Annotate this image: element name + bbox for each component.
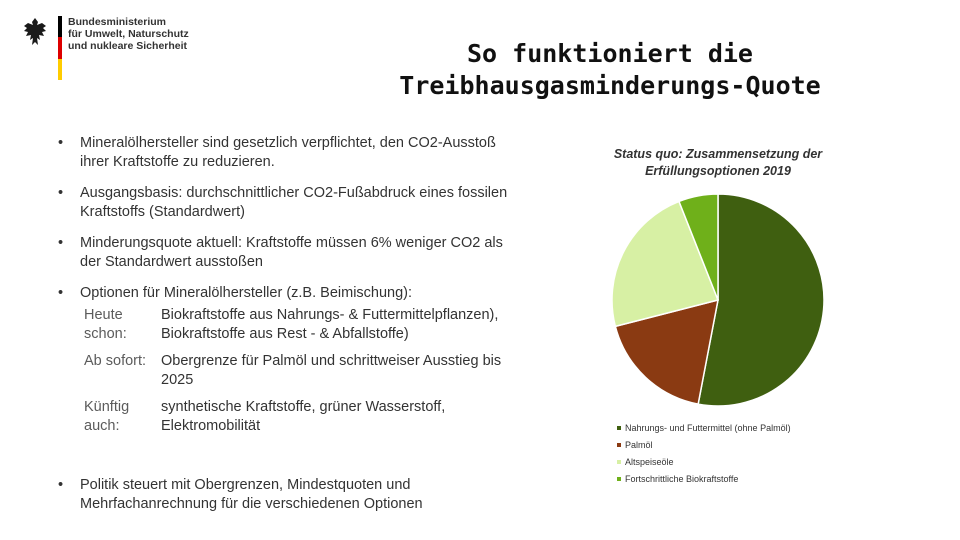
bullet-text: Minderungsquote aktuell: Kraftstoffe müssen 6% weniger CO2 als der Standardwert ausstoßen xyxy=(80,235,503,270)
bullet-dot: • xyxy=(58,185,64,201)
flag-bar xyxy=(58,16,62,80)
option-text: Obergrenze für Palmöl und schrittweiser Ausstieg bis 2025 xyxy=(161,353,502,388)
legend-swatch xyxy=(617,426,621,430)
options-table xyxy=(84,306,504,444)
ministry-name-line: für Umwelt, Naturschutz xyxy=(68,28,189,40)
bullet-text: Optionen für Mineralölhersteller (z.B. Beimischung): xyxy=(80,285,413,301)
bullet-text: Mineralölhersteller sind gesetzlich verpflichtet, den CO2-Ausstoß ihrer Kraftstoffe zu reduzieren. xyxy=(80,135,496,170)
ministry-logo xyxy=(22,14,212,86)
flag-stripe-black xyxy=(58,16,62,37)
bullet-item xyxy=(58,284,508,303)
legend-label: Palmöl xyxy=(625,440,653,450)
bullet-dot: • xyxy=(58,135,64,151)
bullet-dot: • xyxy=(58,235,64,251)
legend-label: Nahrungs- und Futtermittel (ohne Palmöl) xyxy=(625,423,791,433)
legend-item xyxy=(617,420,791,437)
legend-swatch xyxy=(617,443,621,447)
ministry-name-line: und nukleare Sicherheit xyxy=(68,40,188,52)
bullet-item xyxy=(58,184,508,222)
chart-title: Status quo: Zusammensetzung der Erfüllungsoptionen 2019 xyxy=(613,147,823,178)
option-row xyxy=(84,306,504,344)
option-label: Heute schon: xyxy=(84,307,127,342)
chart-legend xyxy=(617,420,791,488)
bullet-text: Politik steuert mit Obergrenzen, Mindestquoten und Mehrfachanrechnung für die verschiedenen Optionen xyxy=(80,477,423,512)
slide-title xyxy=(360,38,860,102)
bullet-item xyxy=(58,134,508,172)
legend-swatch xyxy=(617,477,621,481)
pie-chart xyxy=(600,186,840,416)
legend-item xyxy=(617,437,791,454)
bullet-item xyxy=(58,234,508,272)
legend-item xyxy=(617,471,791,488)
flag-stripe-red xyxy=(58,37,62,58)
legend-item xyxy=(617,454,791,471)
option-row xyxy=(84,352,504,390)
legend-label: Altspeiseöle xyxy=(625,457,674,467)
bullet-dot: • xyxy=(58,285,64,301)
option-text: Biokraftstoffe aus Nahrungs- & Futtermittelpflanzen), Biokraftstoffe aus Rest - & Abfallstoffe) xyxy=(161,307,499,342)
slide-title-line: So funktioniert die xyxy=(467,39,753,68)
option-row xyxy=(84,398,504,436)
slide-title-line: Treibhausgasminderungs-Quote xyxy=(399,71,821,100)
option-label: Ab sofort: xyxy=(84,353,147,369)
bullet-list xyxy=(58,134,508,315)
ministry-name xyxy=(68,16,189,52)
legend-swatch xyxy=(617,460,621,464)
ministry-name-line: Bundesministerium xyxy=(68,16,167,28)
option-label: Künftig auch: xyxy=(84,399,130,434)
bullet-dot: • xyxy=(58,477,64,493)
flag-stripe-gold xyxy=(58,59,62,80)
option-text: synthetische Kraftstoffe, grüner Wasserstoff, Elektromobilität xyxy=(161,399,446,434)
legend-label: Fortschrittliche Biokraftstoffe xyxy=(625,474,739,484)
bullet-item xyxy=(58,476,530,514)
bullet-text: Ausgangsbasis: durchschnittlicher CO2-Fußabdruck eines fossilen Kraftstoffs (Standardwert) xyxy=(80,185,508,220)
federal-eagle-icon xyxy=(22,16,48,48)
